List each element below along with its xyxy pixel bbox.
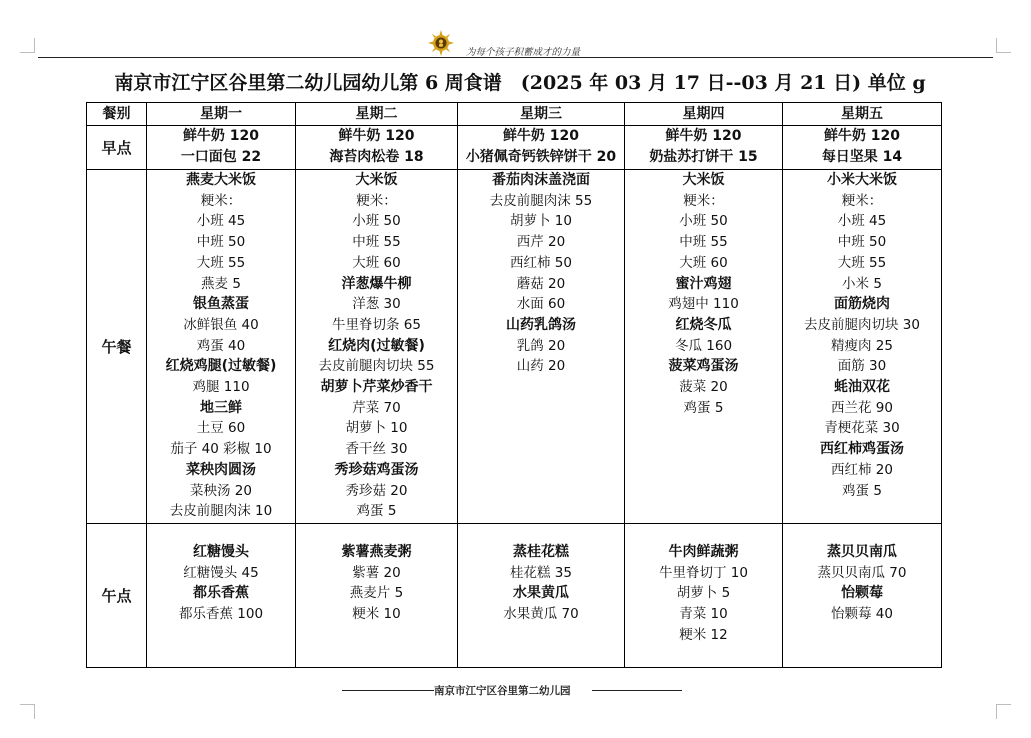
ingredient-line: 粳米： (356, 192, 397, 209)
dish-name: 海苔肉松卷 18 (329, 148, 424, 165)
menu-cell (783, 126, 942, 170)
ingredient-line: 鸡蛋 5 (842, 482, 882, 499)
dish-name: 蒸贝贝南瓜 (827, 544, 897, 560)
dish-name: 红烧冬瓜 (675, 316, 732, 333)
menu-cell (783, 170, 942, 524)
header-rule (38, 57, 993, 58)
dish-name: 鲜牛奶 120 (665, 128, 742, 144)
ingredient-line: 大班 55 (196, 254, 246, 271)
page-title: 南京市江宁区谷里第二幼儿园幼儿第 6 周食谱 (2025 年 03 月 17 日--03 月 21 日) 单位 g (114, 72, 926, 94)
menu-cell (147, 126, 296, 170)
menu-cell (783, 524, 942, 668)
day-header: 星期四 (625, 103, 783, 126)
dish-name: 红糖馒头 (193, 544, 249, 560)
ingredient-line: 胡萝卜 10 (510, 213, 572, 230)
ingredient-line: 牛里脊切条 65 (332, 316, 421, 333)
ingredient-line: 香干丝 30 (345, 441, 408, 458)
ingredient-line: 土豆 60 (196, 420, 246, 437)
crop-mark-top-right (996, 38, 1011, 53)
ingredient-line: 洋葱 30 (352, 296, 401, 313)
ingredient-line: 西红柿 50 (510, 254, 572, 271)
menu-cell (625, 126, 783, 170)
dish-name: 紫薯燕麦粥 (341, 544, 412, 560)
ingredient-line: 都乐香蕉 100 (178, 606, 264, 623)
dish-name: 鲜牛奶 120 (823, 128, 901, 144)
dish-name: 菠菜鸡蛋汤 (668, 358, 739, 375)
ingredient-line: 菜秧汤 20 (190, 482, 252, 499)
meal-label: 午点 (87, 524, 147, 668)
dish-name: 蒸桂花糕 (513, 544, 569, 560)
ingredient-line: 菠菜 20 (679, 379, 728, 396)
ingredient-line: 青梗花菜 30 (824, 420, 900, 437)
ingredient-line: 胡萝卜 10 (345, 420, 408, 437)
dish-name: 银鱼蒸蛋 (193, 296, 249, 313)
ingredient-line: 水果黄瓜 70 (503, 606, 579, 623)
ingredient-line: 西芹 20 (516, 234, 566, 251)
ingredient-line: 粳米： (200, 192, 242, 209)
dish-name: 每日坚果 14 (821, 148, 903, 165)
meal-row-afternoon-snack (87, 524, 942, 668)
ingredient-line: 鸡蛋 5 (356, 503, 397, 520)
ingredient-line: 冬瓜 160 (674, 337, 733, 354)
crop-mark-top-left (20, 38, 35, 53)
ingredient-line: 大班 60 (352, 254, 401, 271)
meal-label: 午餐 (87, 170, 147, 524)
ingredient-line: 胡萝卜 5 (676, 585, 731, 602)
ingredient-line: 乳鸽 20 (516, 337, 566, 354)
dish-name: 一口面包 22 (180, 148, 262, 165)
menu-cell (147, 170, 296, 524)
ingredient-line: 红糖馒头 45 (183, 564, 259, 581)
ingredient-line: 鸡蛋 40 (196, 337, 246, 354)
dish-name: 大米饭 (682, 172, 725, 188)
ingredient-line: 桂花糕 35 (510, 564, 572, 581)
dish-name: 秀珍菇鸡蛋汤 (334, 461, 419, 478)
ingredient-line: 蘑菇 20 (516, 275, 566, 292)
dish-name: 鲜牛奶 120 (502, 128, 580, 144)
ingredient-line: 燕麦片 5 (349, 585, 404, 602)
ingredient-line: 去皮前腿肉沫 55 (489, 192, 593, 209)
ingredient-line: 小班 50 (352, 213, 401, 230)
menu-cell (625, 170, 783, 524)
menu-cell (625, 524, 783, 668)
ingredient-line: 大班 55 (837, 254, 887, 271)
dish-name: 胡萝卜芹菜炒香干 (320, 379, 433, 396)
crop-mark-bottom-left (20, 704, 35, 719)
ingredient-line: 粳米 10 (352, 606, 401, 623)
dish-name: 菜秧肉圆汤 (186, 461, 256, 478)
footer-rule-right (592, 690, 682, 691)
dish-name: 小猪佩奇钙铁锌饼干 20 (465, 148, 617, 165)
ingredient-line: 面筋 30 (837, 358, 887, 375)
day-header: 星期五 (783, 103, 942, 126)
dish-name: 蜜汁鸡翅 (675, 275, 732, 292)
dish-name: 怡颗莓 (841, 585, 883, 602)
meal-label: 早点 (87, 126, 147, 170)
crop-mark-bottom-right (996, 704, 1011, 719)
ingredient-line: 牛里脊切丁 10 (659, 564, 748, 581)
dish-name: 番茄肉沫盖浇面 (492, 172, 590, 188)
footer-school-name: 南京市江宁区谷里第二幼儿园 (434, 685, 571, 697)
meal-row-lunch (87, 170, 942, 524)
dish-name: 红烧鸡腿(过敏餐) (165, 358, 277, 375)
ingredient-line: 去皮前腿肉沫 10 (169, 503, 273, 520)
ingredient-line: 粳米： (683, 192, 724, 209)
menu-cell (458, 170, 625, 524)
corner-label: 餐别 (87, 103, 147, 126)
ingredient-line: 紫薯 20 (352, 564, 401, 581)
school-slogan: 为每个孩子积蓄成才的力量 (466, 47, 581, 58)
dish-name: 山药乳鸽汤 (506, 316, 576, 333)
ingredient-line: 中班 50 (837, 234, 887, 251)
ingredient-line: 中班 50 (196, 234, 246, 251)
ingredient-line: 鸡翅中 110 (668, 296, 739, 313)
dish-name: 红烧肉(过敏餐) (328, 337, 425, 354)
ingredient-line: 小班 45 (837, 213, 887, 230)
ingredient-line: 蒸贝贝南瓜 70 (817, 564, 907, 581)
ingredient-line: 中班 55 (679, 234, 728, 251)
ingredient-line: 西兰花 90 (831, 399, 893, 416)
ingredient-line: 小班 45 (196, 213, 246, 230)
ingredient-line: 去皮前腿肉切块 30 (804, 316, 920, 333)
day-header: 星期三 (458, 103, 625, 126)
weekly-menu-table (86, 102, 942, 668)
ingredient-line: 芹菜 70 (352, 399, 401, 416)
menu-cell (458, 524, 625, 668)
day-header: 星期一 (147, 103, 296, 126)
ingredient-line: 去皮前腿肉切块 55 (318, 358, 435, 375)
dish-name: 鲜牛奶 120 (182, 128, 260, 144)
dish-name: 蚝油双花 (834, 379, 890, 396)
dish-name: 面筋烧肉 (834, 296, 890, 313)
ingredient-line: 精瘦肉 25 (831, 337, 893, 354)
dish-name: 牛肉鲜蔬粥 (668, 544, 739, 560)
ingredient-line: 粳米： (841, 192, 883, 209)
ingredient-line: 粳米 12 (679, 626, 728, 643)
ingredient-line: 冰鲜银鱼 40 (183, 316, 259, 333)
ingredient-line: 小班 50 (679, 213, 728, 230)
dish-name: 洋葱爆牛柳 (341, 275, 412, 292)
ingredient-line: 中班 55 (352, 234, 401, 251)
dish-name: 地三鲜 (200, 399, 242, 416)
ingredient-line: 怡颗莓 40 (831, 606, 893, 623)
footer-rule-left (342, 690, 434, 691)
dish-name: 水果黄瓜 (513, 585, 569, 602)
menu-cell (147, 524, 296, 668)
dish-name: 燕麦大米饭 (186, 172, 256, 188)
menu-cell (296, 126, 458, 170)
dish-name: 大米饭 (355, 172, 398, 188)
school-logo-icon (428, 30, 454, 56)
menu-cell (296, 524, 458, 668)
ingredient-line: 水面 60 (516, 296, 566, 313)
dish-name: 都乐香蕉 (193, 585, 249, 602)
dish-name: 鲜牛奶 120 (338, 128, 415, 144)
ingredient-line: 西红柿 20 (831, 461, 893, 478)
ingredient-line: 鸡腿 110 (192, 379, 250, 396)
dish-name: 小米大米饭 (827, 172, 897, 188)
ingredient-line: 鸡蛋 5 (683, 399, 724, 416)
meal-row-breakfast (87, 126, 942, 170)
ingredient-line: 秀珍菇 20 (345, 482, 408, 499)
dish-name: 西红柿鸡蛋汤 (820, 441, 904, 458)
ingredient-line: 小米 5 (842, 275, 882, 292)
dish-name: 奶盐苏打饼干 15 (649, 148, 758, 165)
ingredient-line: 燕麦 5 (201, 275, 241, 292)
ingredient-line: 青菜 10 (679, 606, 728, 623)
ingredient-line: 山药 20 (516, 358, 566, 375)
menu-cell (458, 126, 625, 170)
ingredient-line: 大班 60 (679, 254, 728, 271)
table-header-row (87, 103, 942, 126)
day-header: 星期二 (296, 103, 458, 126)
menu-cell (296, 170, 458, 524)
ingredient-line: 茄子 40 彩椒 10 (170, 441, 272, 458)
